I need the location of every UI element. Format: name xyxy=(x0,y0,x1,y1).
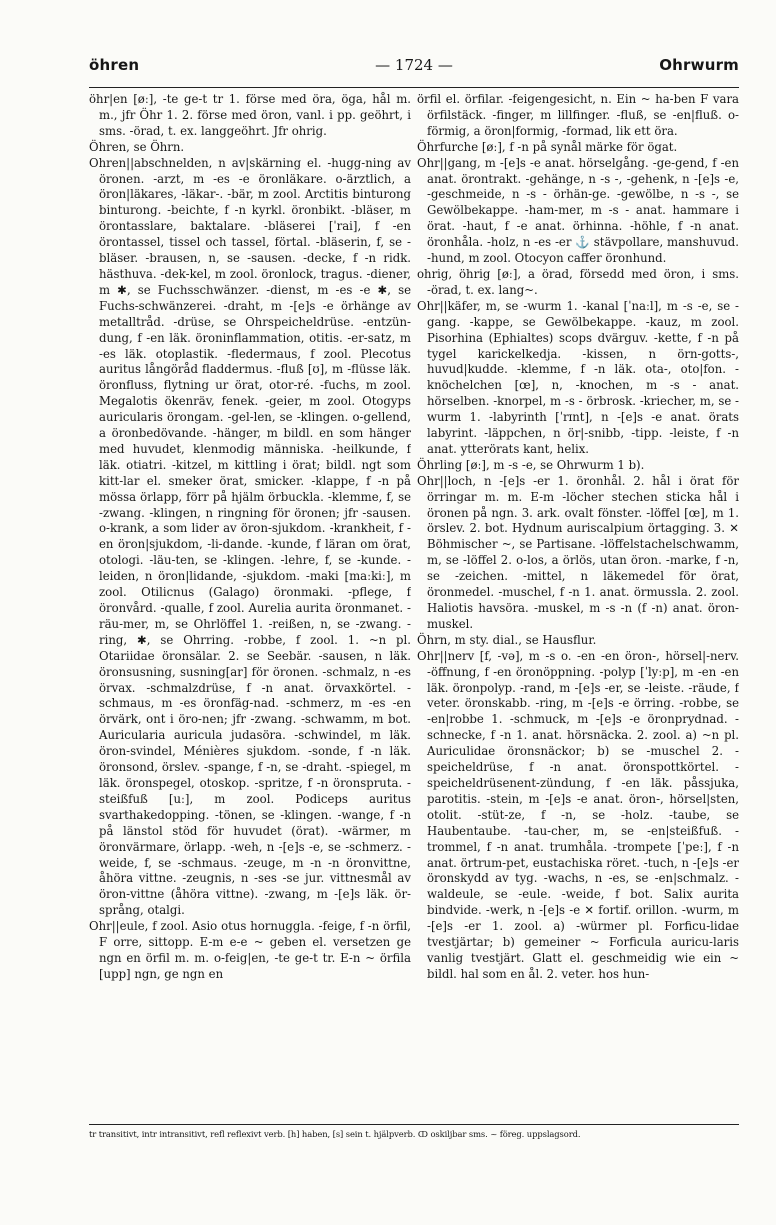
dictionary-entry: öhr|en [øː], -te ge-t tr 1. förse med öra, öga, hål m. m., jfr Öhr 1. 2. förse med öron, vanl. i pp. geöhrt, i sms. -örad, t. ex. langgeöhrt. Jfr ohrig. xyxy=(89,92,411,138)
page-header xyxy=(89,56,739,78)
dictionary-entry: Öhrfurche [øː], f -n på synål märke för ögat. xyxy=(417,139,678,154)
dictionary-entry: Ohr||käfer, m, se -wurm 1. -kanal [ˈnaːl], m -s -e, se -gang. -kappe, se Gewölbekappe. -kauz, m zool. Pisorhina (Ephialtes) scops dvärguv. -kette, f -n på tygel karickelkedja. -kissen, n örn-gotts-, huvud|kudde. -klemme, f -n läk. ota-, oto|fon. -knöchelchen [œ], n, -knochen, m -s - anat. hörselben. -knorpel, m -s - örbrosk. -kriecher, m, se -wurm 1. -labyrinth [ˈrɪnt], n -[e]s -e anat. örats labyrint. -läppchen, n ör|-snibb, -tipp. -leiste, f -n anat. ytterörats kant, helix. xyxy=(417,298,739,456)
page-number: — 1724 — xyxy=(375,56,453,74)
dictionary-entry: ohrig, öhrig [øː], a örad, försedd med öron, i sms. -örad, t. ex. lang~. xyxy=(417,266,739,297)
dictionary-entry: örfil el. örfilar. -feigengesicht, n. Ein ~ ha-ben F vara örfilstäck. -finger, m lillfinger. -fluß, se -en|fluß. o-förmig, a öron|formig, -formad, lik ett öra. xyxy=(417,92,739,138)
dictionary-entry: Ohr||eule, f zool. Asio otus hornuggla. -feige, f -n örfil, F orre, sittopp. E-m e-e ~ geben el. versetzen ge ngn en örfil m. m. o-feig|en, -te ge-t tr. E-n ~ örfila [upp] ngn, ge ngn en xyxy=(89,919,411,981)
right-running-headword: Ohrwurm xyxy=(659,56,739,74)
dictionary-entry: Öhrling [øː], m -s -e, se Ohrwurm 1 b). xyxy=(417,457,645,472)
abbreviation-legend: tr transitivt, intr intransitivt, refl reflexivt verb. [h] haben, [s] sein t. hjälpverb. ↀ oskiljbar sms. ~ föreg. uppslagsord. xyxy=(89,1129,581,1139)
dictionary-entry: Ohr||nerv [f, -və], m -s o. -en -en öron-, hörsel|-nerv. -öffnung, f -en öronöppning. -polyp [ˈlyːp], m -en -en läk. öronpolyp. -rand, m -[e]s -er, se -leiste. -räude, f veter. öronskabb. -ring, m -[e]s -e örring. -robbe, se -en|robbe 1. -schmuck, m -[e]s -e öronprydnad. -schnecke, f -n 1. anat. hörsnäcka. 2. zool. a) ~n pl. Auriculidae öronsnäckor; b) se -muschel 2. -speicheldrüse, f -n anat. öronspottkörtel. -speicheldrüsenent-zündung, f -en läk. påssjuka, parotitis. -stein, m -[e]s -e anat. öron-, hörsel|sten, otolit. -stüt-ze, f -n, se -holz. -taube, se Haubentaube. -tau-cher, m, se -en|steißfuß. -trommel, f -n anat. trumhåla. -trompete [ˈpeː], f -n anat. örtrum-pet, eustachiska röret. -tuch, n -[e]s -er öronskydd av tyg. -wachs, n -es, se -en|schmalz. -waldeule, se -eule. -weide, f bot. Salix aurita bindvide. -werk, n -[e]s -e ✕ fortif. orillon. -wurm, m -[e]s -er 1. zool. a) -würmer pl. Forficu-lidae tvestjärtar; b) gemeiner ~ Forficula auricu-laris vanlig tvestjärt. Glatt el. geschmeidig wie ein ~ bildl. hal som en ål. 2. veter. hos hun- xyxy=(417,648,739,981)
footer-rule xyxy=(89,1124,739,1125)
dictionary-entry: Ohr||gang, m -[e]s -e anat. hörselgång. -ge-gend, f -en anat. örontrakt. -gehänge, n -s -, -gehenk, n -[e]s -e, -geschmeide, n -s - örhän-ge. -gewölbe, n -s -, se Gewölbekappe. -ham-mer, m -s - anat. hammare i örat. -haut, f -e anat. örhinna. -höhle, f -n anat. öronhåla. -holz, n -es -er ⚓ stävpollare, manshuvud. -hund, m zool. Otocyon caffer öronhund. xyxy=(417,155,739,266)
right-column xyxy=(417,92,739,1092)
dictionary-entry: Ohr||loch, n -[e]s -er 1. öronhål. 2. hål i örat för örringar m. m. E-m -löcher stechen sticka hål i öronen på ngn. 3. ark. ovalt fönster. -löffel [œ], m 1. örslev. 2. bot. Hydnum auriscalpium örtagging. 3. ✕ Böhmischer ~, se Partisane. -löffelstachelschwamm, m, se -löffel 2. o-los, a örlös, utan öron. -marke, f -n, se -zeichen. -mittel, n läkemedel för örat, öronmedel. -muschel, f -n 1. anat. örmussla. 2. zool. Haliotis havsöra. -muskel, m -s -n (f -n) anat. öron-muskel. xyxy=(417,473,739,631)
dictionary-entry: Ohren||abschnelden, n av|skärning el. -hugg-ning av öronen. -arzt, m -es -e öronläkare. o-ärztlich, a öron|läkares, -läkar-. -bär, m zool. Arctitis binturong binturong. -beichte, f -n kyrkl. öronbikt. -bläser, m örontasslare, baktalare. -bläserei [ˈrai], f -en örontassel, tissel och tassel, förtal. -bläserin, f, se -bläser. -brausen, n, se -sausen. -decke, f -n ridk. hästhuva. -dek-kel, m zool. öronlock, tragus. -diener, m ✱, se Fuchsschwänzer. -dienst, m -es -e ✱, se Fuchs-schwänzerei. -draht, m -[e]s -e örhänge av metalltråd. -drüse, se Ohrspeicheldrüse. -entzün-dung, f -en läk. öroninflammation, otitis. -er-satz, m -es läk. otoplastik. -fledermaus, f zool. Plecotus auritus långöråd fladdermus. -fluß [ʊ], m -flüsse läk. öronfluss, flytning ur örat, otor-ré. -fuchs, m zool. Megalotis ökenräv, fenek. -geier, m zool. Otogyps auricularis örongam. -gel-len, se -klingen. o-gellend, a öronbedövande. -hänger, m bildl. en som hänger med huvudet, klenmodig människa. -heilkunde, f läk. otiatri. -kitzel, m kittling i örat; bildl. ngt som kitt-lar el. smeker örat, smicker. -klappe, f -n på mössa örlapp, förr på hjälm örbuckla. -klemme, f, se -zwang. -klingen, n ringning för öronen; jfr -sausen. o-krank, a som lider av öron-sjukdom. -krankheit, f -en öron|sjukdom, -li-dande. -kunde, f läran om örat, otologi. -läu-ten, se -klingen. -lehre, f, se -kunde. -leiden, n öron|lidande, -sjukdom. -maki [maːkiː], m zool. Otilicnus (Galago) öronmaki. -pflege, f öronvård. -qualle, f zool. Aurelia aurita öronmanet. -räu-mer, m, se Ohrlöffel 1. -reißen, n, se -zwang. -ring, ✱, se Ohrring. -robbe, f zool. 1. ~n pl. Otariidae öronsälar. 2. se Seebär. -sausen, n läk. öronsusning, susning[ar] för öronen. -schmalz, n -es örvax. -schmalzdrüse, f -n anat. örvaxkörtel. -schmaus, m -es öronfäg-nad. -schmerz, m -es -en örvärk, ont i öro-nen; jfr -zwang. -schwamm, m bot. Auricularia auricula judasöra. -schwindel, m läk. öron-svindel, Ménières sjukdom. -sonde, f -n läk. öronsond, örslev. -spange, f -n, se -draht. -spiegel, m läk. öronspegel, otoskop. -spritze, f -n öronspruta. -steißfuß [uː], m zool. Podiceps auritus svarthakedopping. -tönen, se -klingen. -wange, f -n på länstol stöd för huvudet (örat). -wärmer, m öronvärmare, örlapp. -weh, n -[e]s -e, se -schmerz. -weide, f, se -schmaus. -zeuge, m -n -n öronvittne, åhöra vittne. -zeugnis, n -ses -se jur. vittnesmål av öron-vittne (åhöra vittne). -zwang, m -[e]s läk. ör-språng, otalgi. xyxy=(89,155,411,918)
dictionary-entry: Öhrn, m sty. dial., se Hausflur. xyxy=(417,632,597,647)
dictionary-entry: Öhren, se Öhrn. xyxy=(89,139,185,154)
left-column xyxy=(89,92,411,1092)
left-running-headword: öhren xyxy=(89,56,140,74)
header-rule xyxy=(89,87,739,88)
